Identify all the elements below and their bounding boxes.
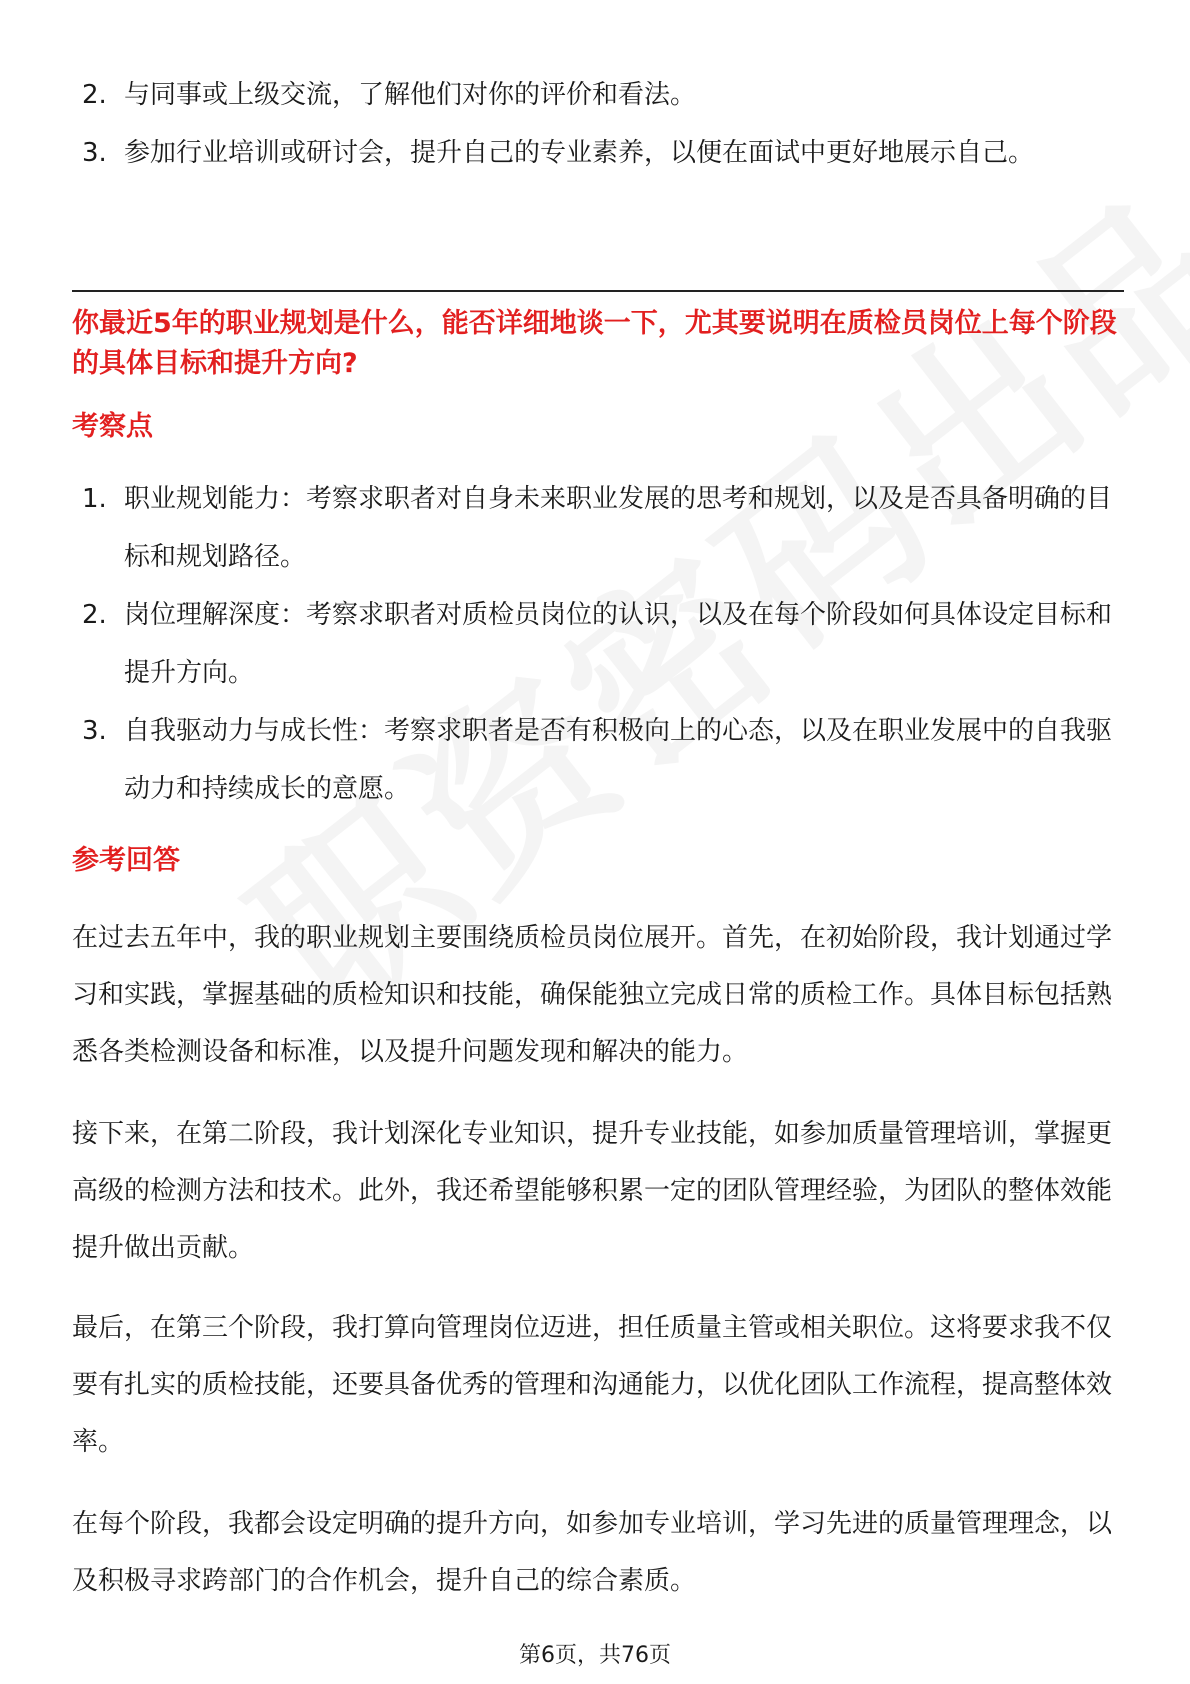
list-item-number: 2.: [82, 600, 107, 630]
list-item: [82, 702, 1112, 818]
interview-question: 你最近5年的职业规划是什么，能否详细地谈一下，尤其要说明在质检员岗位上每个阶段的具体目标和提升方向?: [72, 308, 1117, 379]
points-heading: 考察点: [72, 411, 153, 442]
assessment-points-list: [82, 470, 1112, 818]
answer-heading: 参考回答: [72, 845, 180, 876]
list-item-text: 参加行业培训或研讨会，提升自己的专业素养，以便在面试中更好地展示自己。: [124, 138, 1035, 168]
list-item: [82, 66, 1112, 124]
answer-paragraph: 接下来，在第二阶段，我计划深化专业知识，提升专业技能，如参加质量管理培训，掌握更高级的检测方法和技术。此外，我还希望能够积累一定的团队管理经验，为团队的整体效能提升做出贡献。: [72, 1119, 1113, 1263]
list-item-text: 岗位理解深度：考察求职者对质检员岗位的认识，以及在每个阶段如何具体设定目标和提升方向。: [124, 600, 1113, 688]
list-item: [82, 586, 1112, 702]
list-item-number: 3.: [82, 138, 107, 168]
list-item-number: 3.: [82, 716, 107, 746]
list-item: [82, 470, 1112, 586]
answer-paragraph: 在过去五年中，我的职业规划主要围绕质检员岗位展开。首先，在初始阶段，我计划通过学习和实践，掌握基础的质检知识和技能，确保能独立完成日常的质检工作。具体目标包括熟悉各类检测设备和标准，以及提升问题发现和解决的能力。: [72, 923, 1113, 1067]
list-item-text: 自我驱动力与成长性：考察求职者是否有积极向上的心态，以及在职业发展中的自我驱动力和持续成长的意愿。: [124, 716, 1113, 804]
answer-paragraph: 最后，在第三个阶段，我打算向管理岗位迈进，担任质量主管或相关职位。这将要求我不仅要有扎实的质检技能，还要具备优秀的管理和沟通能力，以优化团队工作流程，提高整体效率。: [72, 1313, 1113, 1457]
answer-paragraph: 在每个阶段，我都会设定明确的提升方向，如参加专业培训，学习先进的质量管理理念，以及积极寻求跨部门的合作机会，提升自己的综合素质。: [72, 1509, 1113, 1596]
list-item-number: 2.: [82, 80, 107, 110]
section-divider: [72, 290, 1124, 292]
previous-answer-list: [82, 66, 1112, 182]
page-number: 第6页，共76页: [519, 1643, 671, 1668]
list-item-number: 1.: [82, 484, 107, 514]
list-item-text: 与同事或上级交流，了解他们对你的评价和看法。: [124, 80, 697, 110]
list-item-text: 职业规划能力：考察求职者对自身未来职业发展的思考和规划，以及是否具备明确的目标和规划路径。: [124, 484, 1113, 572]
list-item: [82, 124, 1112, 182]
